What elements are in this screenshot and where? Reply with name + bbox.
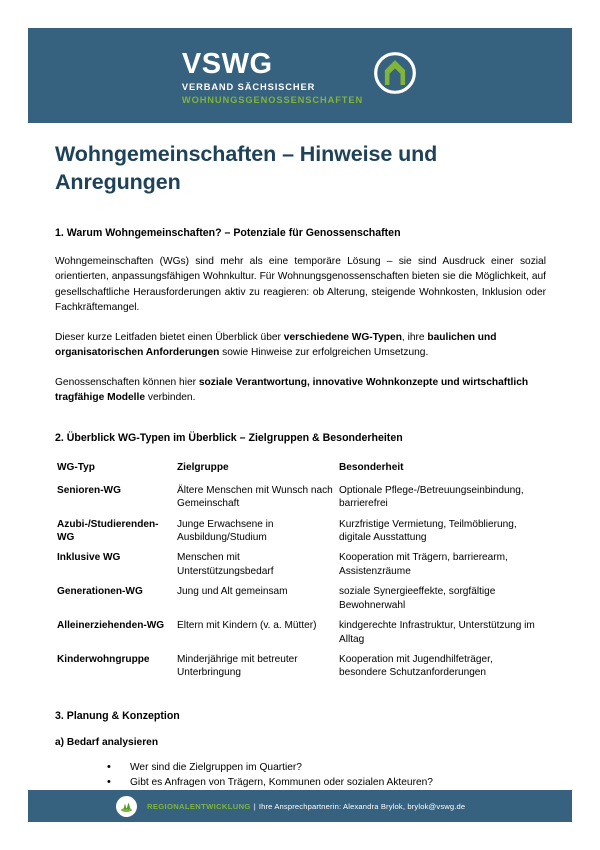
para3-bold-1: soziale Verantwortung, innovative Wohnkonzepte und wirtschaftlich tragfähige Modelle <box>55 376 529 404</box>
cell-group: Menschen mit Unterstützungsbedarf <box>177 552 274 577</box>
footer-separator: | <box>253 801 256 811</box>
table-body <box>57 481 546 684</box>
cell-group: Minderjährige mit betreuter Unterbringung <box>177 653 298 679</box>
column-header-type: WG-Typ <box>57 462 95 474</box>
cell-feature: Kooperation mit Jugendhilfeträger, besondere Schutzanforderungen <box>339 653 493 679</box>
cell-feature: Kurzfristige Vermietung, Teilmöblierung, digitale Ausstattung <box>339 518 517 543</box>
landscape-circle-icon <box>116 796 137 817</box>
table-row <box>57 616 546 650</box>
document-content <box>55 140 546 807</box>
cell-type: Senioren-WG <box>57 484 121 496</box>
cell-type: Azubi-/Studierenden-WG <box>57 518 159 543</box>
table-row <box>57 548 546 582</box>
section-3-heading: 3. Planung & Konzeption <box>55 709 180 722</box>
para2-part-a: Dieser kurze Leitfaden bietet einen Überblick über <box>55 331 284 343</box>
footer-band <box>28 790 572 822</box>
cell-feature: soziale Synergieeffekte, sorgfältige Bewohnerwahl <box>339 586 496 611</box>
table-row <box>57 582 546 616</box>
table-row <box>57 515 546 549</box>
column-header-group: Zielgruppe <box>177 462 229 474</box>
cell-type: Alleinerziehenden-WG <box>57 620 165 632</box>
logo-text-block <box>182 50 363 105</box>
house-in-circle-icon <box>372 50 418 96</box>
para2-bold-2: baulichen und organisatorischen Anforderungen <box>55 331 497 359</box>
cell-feature: Optionale Pflege-/Betreuungseinbindung, barrierefrei <box>339 484 524 510</box>
logo-wordmark: VSWG <box>181 48 273 81</box>
section-1-paragraph-1: Wohngemeinschaften (WGs) sind mehr als eine temporäre Lösung – sie sind Ausdruck einer sozial orientierten, anpassungsfähigen Wohnkultur. Für Wohnungsgenossenschaften bieten sie die Möglichkeit, auf gesellschaftliche Herausforderungen aktiv zu reagieren: ob Alterung, steigende Wohnkosten, Inklusion oder Fachkräftemangel. <box>55 255 546 314</box>
header-band <box>28 28 572 123</box>
logo-subline-2: WOHNUNGSGENOSSENSCHAFTEN <box>181 94 364 105</box>
section-1-paragraph-2 <box>55 330 546 361</box>
para2-part-c: , ihre <box>401 331 428 343</box>
cell-feature: Kooperation mit Trägern, barrierearm, Assistenzräume <box>339 552 508 577</box>
column-header-feature: Besonderheit <box>339 462 404 474</box>
table-row <box>57 481 546 515</box>
table-row <box>57 650 546 684</box>
section-1-heading: 1. Warum Wohngemeinschaften? – Potenziale für Genossenschaften <box>55 226 401 239</box>
section-1-paragraph-3 <box>55 375 546 406</box>
para2-bold-1: verschiedene WG-Typen <box>283 331 402 343</box>
footer-text <box>147 802 465 811</box>
cell-feature: kindgerechte Infrastruktur, Unterstützung im Alltag <box>339 620 535 645</box>
cell-type: Inklusive WG <box>57 552 121 564</box>
section-3-subheading: a) Bedarf analysieren <box>55 736 159 748</box>
para3-part-a: Genossenschaften können hier <box>55 376 199 388</box>
footer-contact: Ihre Ansprechpartnerin: Alexandra Brylok, brylok@vswg.de <box>258 801 466 811</box>
list-item: • Wer sind die Zielgruppen im Quartier? <box>107 760 546 776</box>
section-2-heading: 2. Überblick WG-Typen im Überblick – Zielgruppen & Besonderheiten <box>55 431 403 444</box>
footer-label: REGIONALENTWICKLUNG <box>147 801 251 811</box>
page-title: Wohngemeinschaften – Hinweise und Anregungen <box>55 142 438 195</box>
vswg-logo <box>182 50 418 105</box>
cell-type: Generationen-WG <box>57 586 143 598</box>
cell-group: Eltern mit Kindern (v. a. Mütter) <box>177 620 317 632</box>
para3-part-c: verbinden. <box>145 392 196 404</box>
logo-subline-1: VERBAND SÄCHSISCHER <box>181 82 316 93</box>
cell-type: Kinderwohngruppe <box>57 653 150 665</box>
para2-part-e: sowie Hinweise zur erfolgreichen Umsetzung. <box>219 347 429 359</box>
wg-types-table <box>57 458 546 683</box>
cell-group: Jung und Alt gemeinsam <box>177 586 288 598</box>
landscape-glyph <box>119 799 134 814</box>
list-item: • Gibt es Anfragen von Trägern, Kommunen oder sozialen Akteuren? <box>107 775 546 791</box>
table-header-row <box>57 458 546 480</box>
cell-group: Ältere Menschen mit Wunsch nach Gemeinschaft <box>177 484 333 510</box>
cell-group: Junge Erwachsene in Ausbildung/Studium <box>177 518 274 543</box>
table-header <box>57 458 546 480</box>
